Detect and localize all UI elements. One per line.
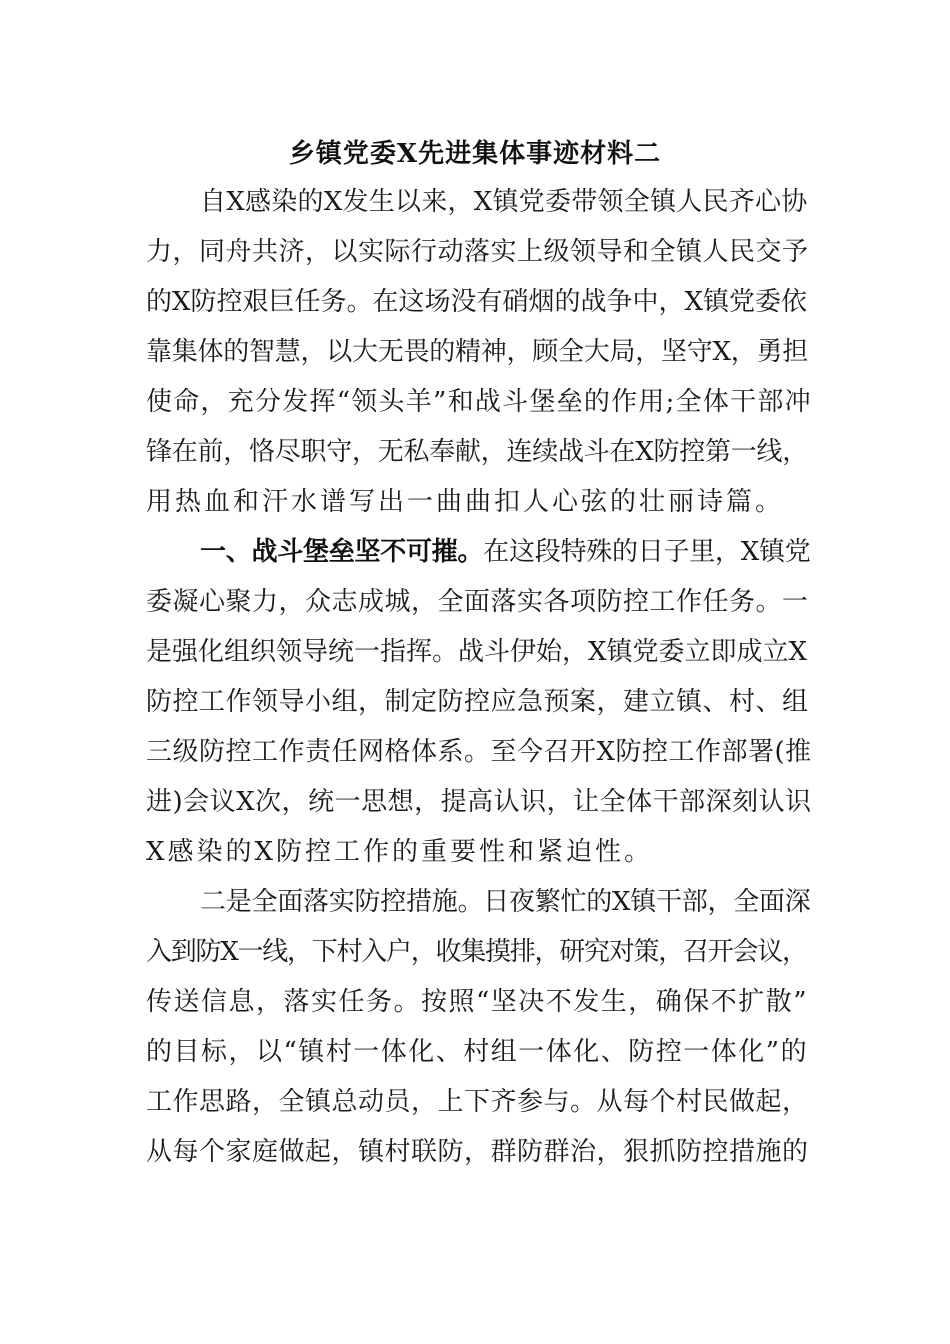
paragraph-line: 锋在前，恪尽职守，无私奉献，连续战斗在X防控第一线， [146,437,809,467]
paragraph-line: 自X感染的X发生以来，X镇党委带领全镇人民齐心协 [200,187,808,217]
paragraph-line: 用热血和汗水谱写出一曲曲扣人心弦的壮丽诗篇。 [146,487,785,517]
paragraph-line: 进)会议X次，统一思想，提高认识，让全体干部深刻认识 [146,787,812,817]
paragraph-line-text: 在这段特殊的日子里，X镇党 [483,537,811,567]
paragraph-line: X感染的X防控工作的重要性和紧迫性。 [146,837,654,867]
document-title: 乡镇党委X先进集体事迹材料二 [288,139,662,169]
paragraph-line: 力，同舟共济，以实际行动落实上级领导和全镇人民交予 [146,237,809,267]
paragraph-line: 传送信息，落实任务。按照“坚决不发生，确保不扩散” [146,987,809,1017]
paragraph-line: 入到防X一线，下村入户，收集摸排，研究对策，召开会议， [146,937,807,967]
section-heading: 一、战斗堡垒坚不可摧。 [200,537,484,567]
paragraph-line: 二是全面落实防控措施。日夜繁忙的X镇干部，全面深 [200,887,811,917]
paragraph-line: 的目标，以“镇村一体化、村组一体化、防控一体化”的 [146,1037,809,1067]
paragraph-line: 是强化组织领导统一指挥。战斗伊始，X镇党委立即成立X [146,637,808,667]
paragraph-line: 委凝心聚力，众志成城，全面落实各项防控工作任务。一 [146,587,809,617]
paragraph-line: 靠集体的智慧，以大无畏的精神，顾全大局，坚守X，勇担 [146,337,809,367]
section-heading-line [200,532,811,572]
paragraph-line: 工作思路，全镇总动员，上下齐参与。从每个村民做起， [146,1087,809,1117]
paragraph-line: 防控工作领导小组，制定防控应急预案，建立镇、村、组 [146,687,809,717]
paragraph-line: 的X防控艰巨任务。在这场没有硝烟的战争中，X镇党委依 [146,287,808,317]
paragraph-line: 从每个家庭做起，镇村联防，群防群治，狠抓防控措施的 [146,1137,809,1167]
paragraph-line: 三级防控工作责任网格体系。至今召开X防控工作部署(推 [146,737,812,767]
paragraph-line: 使命，充分发挥“领头羊”和战斗堡垒的作用;全体干部冲 [146,387,812,417]
